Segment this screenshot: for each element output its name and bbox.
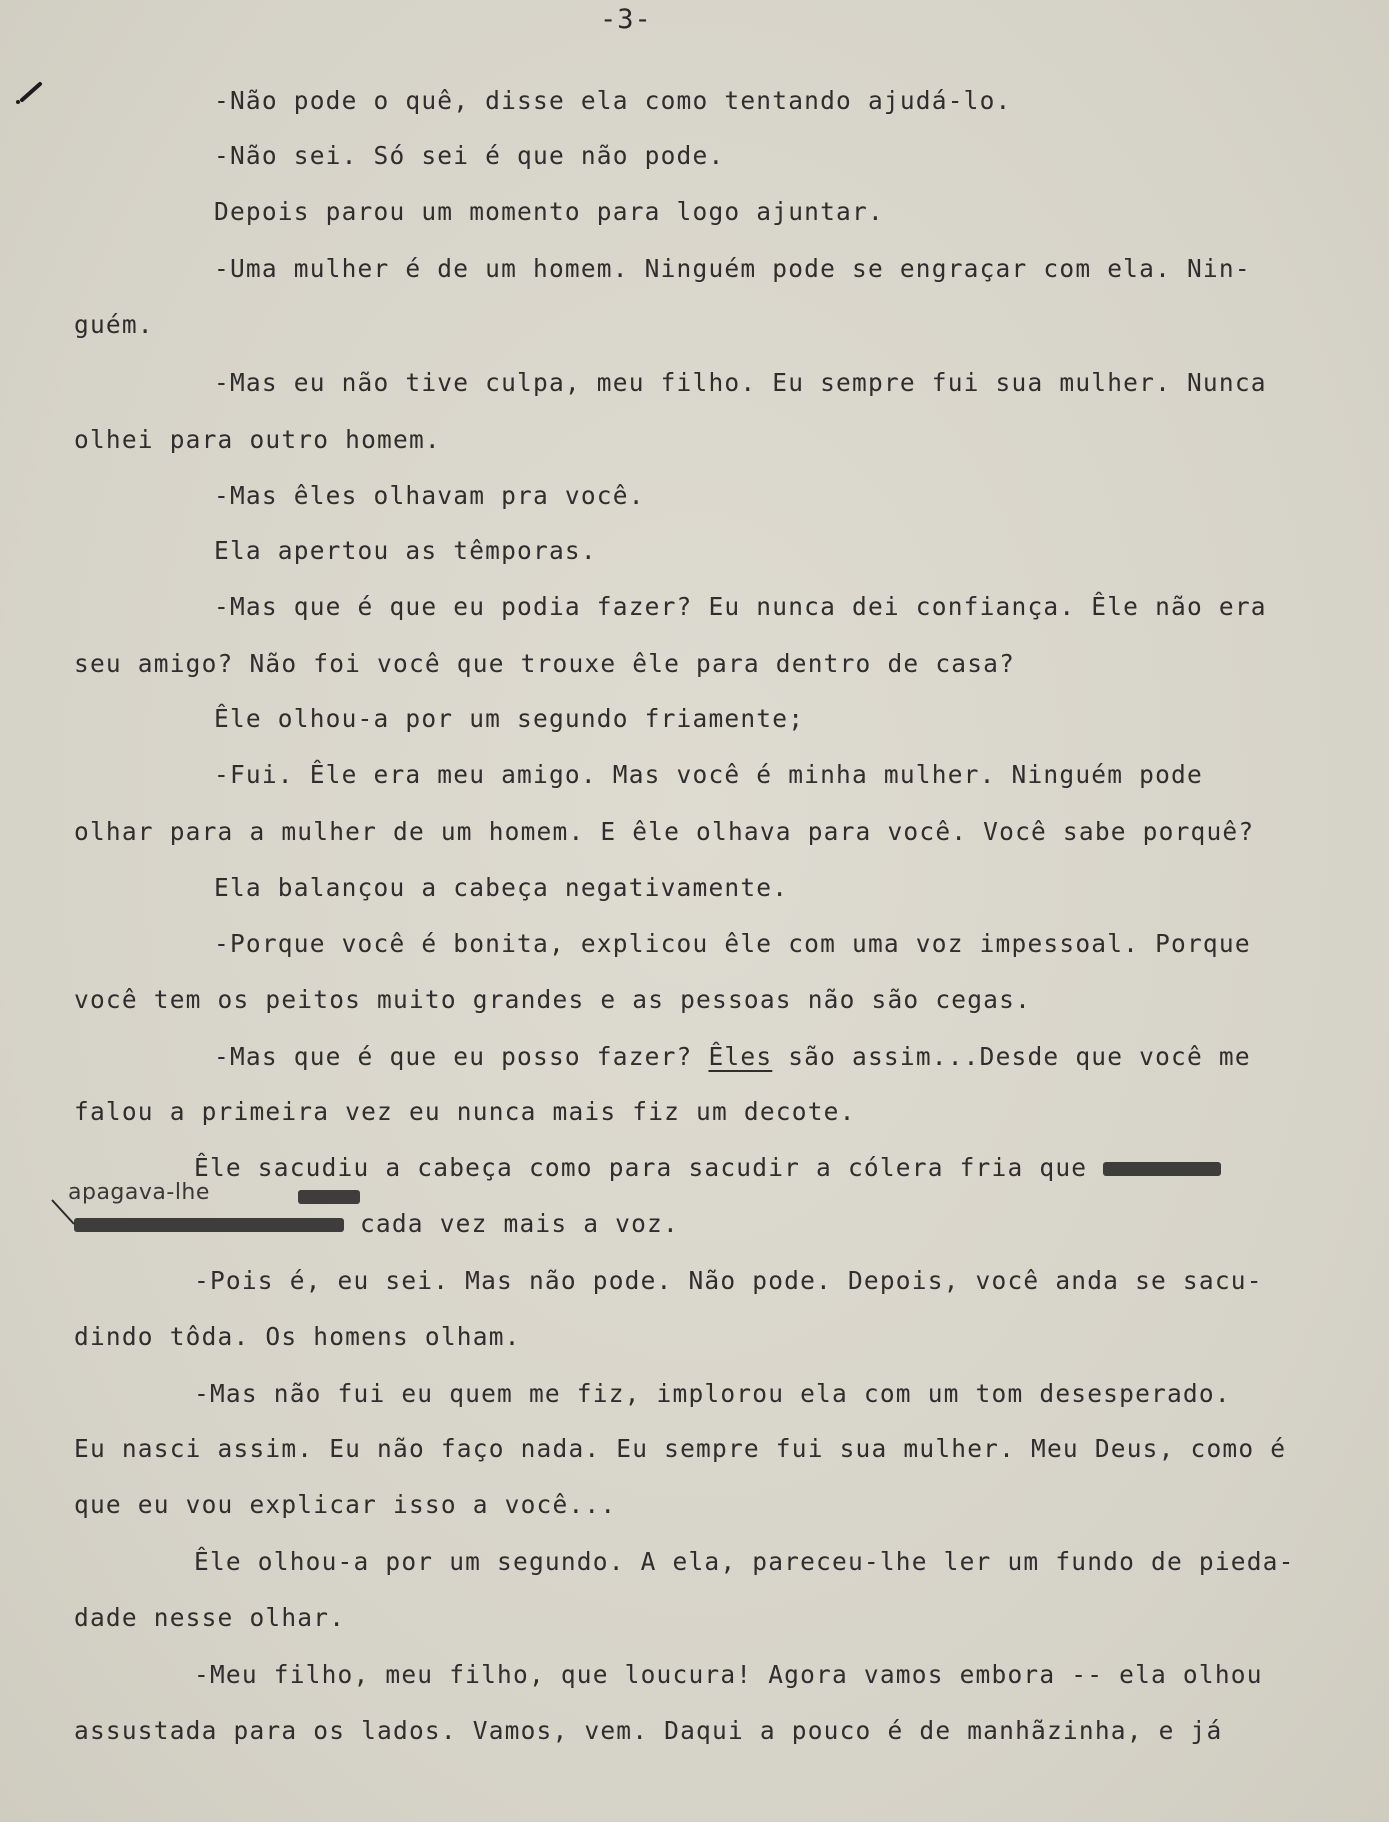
text-line: dade nesse olhar. [74, 1603, 346, 1632]
text-line: -Mas eu não tive culpa, meu filho. Eu sempre fui sua mulher. Nunca [214, 368, 1267, 397]
text-fragment: -Mas que é que eu posso fazer? [214, 1042, 709, 1071]
text-line: -Não sei. Só sei é que não pode. [214, 141, 725, 170]
text-line: -Porque você é bonita, explicou êle com uma voz impessoal. Porque [214, 929, 1251, 958]
text-line: -Não pode o quê, disse ela como tentando ajudá-lo. [214, 86, 1012, 115]
text-line: -Mas não fui eu quem me fiz, implorou ela com um tom desesperado. [194, 1379, 1231, 1408]
text-line: -Uma mulher é de um homem. Ninguém pode se engraçar com ela. Nin- [214, 254, 1251, 283]
text-line: que eu vou explicar isso a você... [74, 1490, 617, 1519]
text-fragment: Êle sacudiu a cabeça como para sacudir a cólera fria que [194, 1153, 1088, 1182]
text-line: dindo tôda. Os homens olham. [74, 1322, 521, 1351]
ink-mark-icon [10, 78, 50, 108]
text-line: Depois parou um momento para logo ajuntar. [214, 197, 884, 226]
text-fragment: cada vez mais a voz. [359, 1209, 679, 1238]
text-line: -Mas êles olhavam pra você. [214, 481, 645, 510]
text-line: -Mas que é que eu podia fazer? Eu nunca dei confiança. Êle não era [214, 592, 1267, 621]
text-line: guém. [74, 310, 154, 339]
struck-out-word [1103, 1162, 1221, 1176]
text-line [194, 1153, 1221, 1183]
handwritten-correction: apagava-lhe [68, 1180, 210, 1205]
struck-out-word [74, 1218, 344, 1232]
text-line: seu amigo? Não foi você que trouxe êle para dentro de casa? [74, 649, 1016, 678]
text-line: olhar para a mulher de um homem. E êle olhava para você. Você sabe porquê? [74, 817, 1255, 846]
text-line: você tem os peitos muito grandes e as pessoas não são cegas. [74, 985, 1032, 1014]
text-line: -Fui. Êle era meu amigo. Mas você é minha mulher. Ninguém pode [214, 760, 1203, 789]
text-fragment: são assim...Desde que você me [772, 1042, 1251, 1071]
text-line: olhei para outro homem. [74, 425, 441, 454]
text-line: Êle olhou-a por um segundo friamente; [214, 704, 805, 733]
text-line: assustada para os lados. Vamos, vem. Daqui a pouco é de manhãzinha, e já [74, 1716, 1223, 1745]
struck-out-word [298, 1190, 360, 1204]
text-line: Eu nasci assim. Eu não faço nada. Eu sempre fui sua mulher. Meu Deus, como é [74, 1434, 1287, 1463]
text-line [214, 1042, 1251, 1072]
text-line: -Meu filho, meu filho, que loucura! Agora vamos embora -- ela olhou [194, 1660, 1263, 1689]
text-line: Ela balançou a cabeça negativamente. [214, 873, 789, 902]
page-number: -3- [600, 4, 652, 35]
underlined-word: Êles [708, 1042, 773, 1071]
text-line: Ela apertou as têmporas. [214, 536, 597, 565]
text-line [74, 1209, 679, 1239]
text-line: falou a primeira vez eu nunca mais fiz um decote. [74, 1097, 856, 1126]
text-line: -Pois é, eu sei. Mas não pode. Não pode. Depois, você anda se sacu- [194, 1266, 1263, 1295]
text-line: Êle olhou-a por um segundo. A ela, pareceu-lhe ler um fundo de pieda- [194, 1547, 1295, 1576]
